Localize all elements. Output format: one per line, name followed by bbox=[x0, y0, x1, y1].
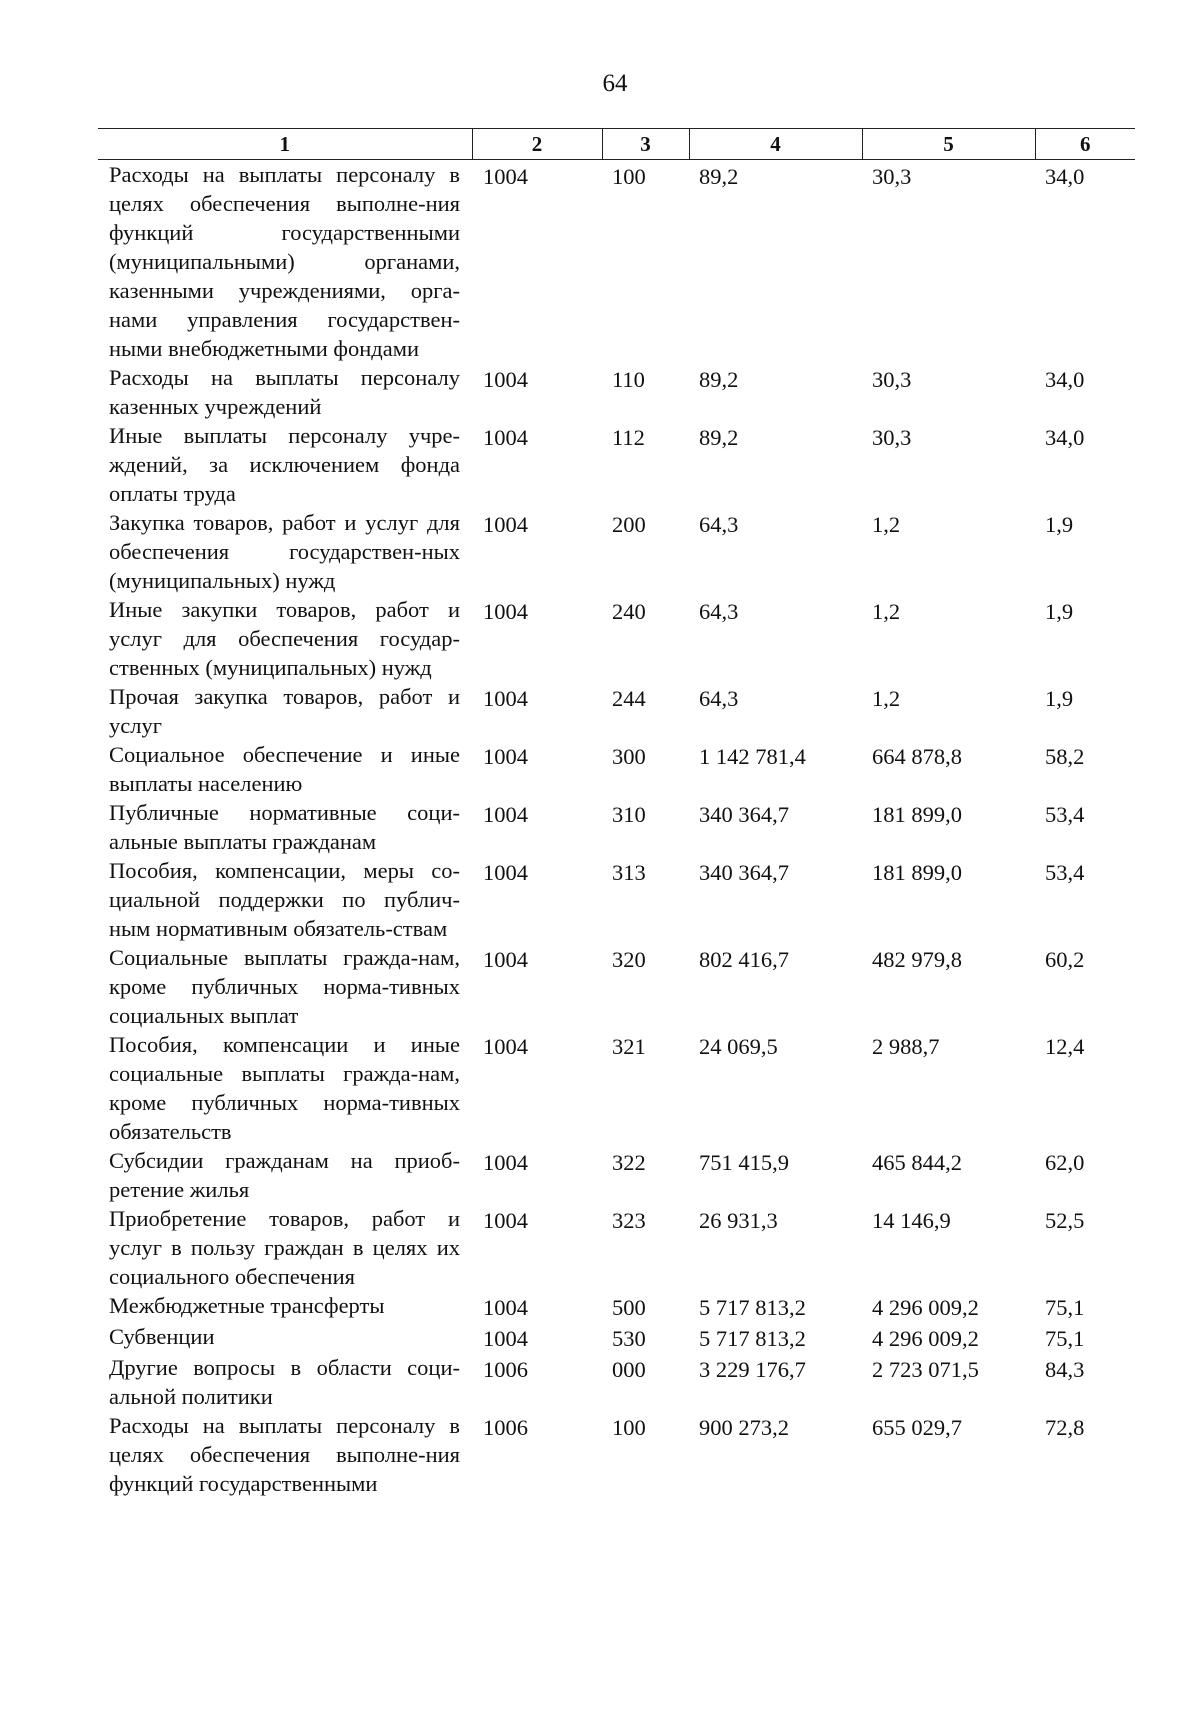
column-header-2: 2 bbox=[472, 129, 602, 160]
cell-col-4: 1 142 781,4 bbox=[699, 744, 806, 769]
cell-col-3: 100 bbox=[612, 164, 646, 189]
table-row bbox=[98, 421, 1135, 508]
cell-col-6: 1,9 bbox=[1045, 599, 1074, 624]
cell-col-6: 1,9 bbox=[1045, 686, 1074, 711]
cell-col-3: 200 bbox=[612, 512, 646, 537]
cell-col-4: 5 717 813,2 bbox=[699, 1326, 806, 1351]
cell-col-6: 72,8 bbox=[1045, 1415, 1085, 1440]
cell-col-5: 1,2 bbox=[872, 686, 901, 711]
cell-col-5: 482 979,8 bbox=[872, 947, 962, 972]
cell-col-2: 1006 bbox=[483, 1415, 528, 1440]
cell-col-5: 30,3 bbox=[872, 425, 912, 450]
cell-col-2: 1004 bbox=[483, 1208, 528, 1233]
cell-col-2: 1004 bbox=[483, 686, 528, 711]
cell-col-3: 310 bbox=[612, 802, 646, 827]
row-name-cell: Расходы на выплаты персоналу казенных учреждений bbox=[109, 365, 460, 419]
column-header-6: 6 bbox=[1035, 129, 1135, 160]
cell-col-4: 89,2 bbox=[699, 367, 739, 392]
row-name-cell: Приобретение товаров, работ и услуг в пользу граждан в целях их социального обеспечения bbox=[109, 1206, 460, 1289]
cell-col-3: 323 bbox=[612, 1208, 646, 1233]
cell-col-2: 1004 bbox=[483, 1295, 528, 1320]
row-name-cell: Расходы на выплаты персоналу в целях обеспечения выполне-ния функций государственными bbox=[109, 1413, 460, 1496]
cell-col-6: 1,9 bbox=[1045, 512, 1074, 537]
cell-col-5: 2 723 071,5 bbox=[872, 1357, 979, 1382]
cell-col-6: 12,4 bbox=[1045, 1034, 1085, 1059]
row-name-cell: Социальное обеспечение и иные выплаты населению bbox=[109, 742, 460, 796]
cell-col-5: 181 899,0 bbox=[872, 802, 962, 827]
row-name-cell: Другие вопросы в области соци-альной политики bbox=[109, 1355, 460, 1409]
cell-col-3: 500 bbox=[612, 1295, 646, 1320]
cell-col-3: 322 bbox=[612, 1150, 646, 1175]
table-body bbox=[98, 160, 1135, 1499]
cell-col-6: 84,3 bbox=[1045, 1357, 1085, 1382]
table-row bbox=[98, 1146, 1135, 1204]
budget-table bbox=[98, 128, 1135, 1498]
row-name-cell: Субвенции bbox=[109, 1324, 215, 1349]
cell-col-5: 30,3 bbox=[872, 367, 912, 392]
column-header-1: 1 bbox=[98, 129, 472, 160]
cell-col-5: 30,3 bbox=[872, 164, 912, 189]
cell-col-6: 34,0 bbox=[1045, 164, 1085, 189]
cell-col-2: 1004 bbox=[483, 599, 528, 624]
cell-col-2: 1004 bbox=[483, 164, 528, 189]
row-name-cell: Иные закупки товаров, работ и услуг для обеспечения государ-ственных (муниципальных) нужд bbox=[109, 597, 460, 680]
cell-col-5: 1,2 bbox=[872, 512, 901, 537]
column-header-3: 3 bbox=[602, 129, 689, 160]
cell-col-2: 1004 bbox=[483, 860, 528, 885]
cell-col-5: 181 899,0 bbox=[872, 860, 962, 885]
cell-col-5: 2 988,7 bbox=[872, 1034, 940, 1059]
cell-col-2: 1004 bbox=[483, 947, 528, 972]
cell-col-3: 530 bbox=[612, 1326, 646, 1351]
table-row bbox=[98, 508, 1135, 595]
column-header-5: 5 bbox=[862, 129, 1035, 160]
cell-col-4: 5 717 813,2 bbox=[699, 1295, 806, 1320]
cell-col-5: 1,2 bbox=[872, 599, 901, 624]
cell-col-4: 802 416,7 bbox=[699, 947, 789, 972]
cell-col-4: 89,2 bbox=[699, 425, 739, 450]
cell-col-3: 240 bbox=[612, 599, 646, 624]
table-row bbox=[98, 1204, 1135, 1291]
row-name-cell: Социальные выплаты гражда-нам, кроме публичных норма-тивных социальных выплат bbox=[109, 945, 460, 1028]
cell-col-3: 320 bbox=[612, 947, 646, 972]
cell-col-2: 1004 bbox=[483, 1150, 528, 1175]
cell-col-5: 14 146,9 bbox=[872, 1208, 951, 1233]
cell-col-6: 34,0 bbox=[1045, 367, 1085, 392]
table-row bbox=[98, 595, 1135, 682]
cell-col-4: 64,3 bbox=[699, 512, 739, 537]
cell-col-4: 3 229 176,7 bbox=[699, 1357, 806, 1382]
table-row bbox=[98, 1322, 1135, 1353]
row-name-cell: Иные выплаты персоналу учре-ждений, за исключением фонда оплаты труда bbox=[109, 423, 460, 506]
column-header-4: 4 bbox=[689, 129, 862, 160]
row-name-cell: Публичные нормативные соци-альные выплаты гражданам bbox=[109, 800, 460, 854]
cell-col-4: 64,3 bbox=[699, 599, 739, 624]
cell-col-2: 1004 bbox=[483, 425, 528, 450]
cell-col-6: 53,4 bbox=[1045, 860, 1085, 885]
cell-col-6: 60,2 bbox=[1045, 947, 1085, 972]
table-row bbox=[98, 943, 1135, 1030]
cell-col-5: 4 296 009,2 bbox=[872, 1295, 979, 1320]
cell-col-5: 465 844,2 bbox=[872, 1150, 962, 1175]
cell-col-6: 52,5 bbox=[1045, 1208, 1085, 1233]
cell-col-4: 89,2 bbox=[699, 164, 739, 189]
cell-col-6: 75,1 bbox=[1045, 1295, 1085, 1320]
table-row bbox=[98, 160, 1135, 364]
header-row bbox=[98, 129, 1135, 160]
cell-col-6: 62,0 bbox=[1045, 1150, 1085, 1175]
cell-col-6: 34,0 bbox=[1045, 425, 1085, 450]
cell-col-3: 321 bbox=[612, 1034, 646, 1059]
cell-col-4: 340 364,7 bbox=[699, 802, 789, 827]
row-name-cell: Прочая закупка товаров, работ и услуг bbox=[109, 684, 460, 738]
cell-col-4: 751 415,9 bbox=[699, 1150, 789, 1175]
cell-col-4: 340 364,7 bbox=[699, 860, 789, 885]
row-name-cell: Субсидии гражданам на приоб-ретение жилья bbox=[109, 1148, 460, 1202]
cell-col-5: 655 029,7 bbox=[872, 1415, 962, 1440]
page-number: 64 bbox=[602, 70, 628, 97]
row-name-cell: Расходы на выплаты персоналу в целях обеспечения выполне-ния функций государственными (муниципальными) органами, казенными учреждениями, орга-нами управления государствен-ными внебюджетными фондами bbox=[109, 162, 460, 361]
cell-col-5: 4 296 009,2 bbox=[872, 1326, 979, 1351]
cell-col-4: 900 273,2 bbox=[699, 1415, 789, 1440]
table-row bbox=[98, 1353, 1135, 1411]
cell-col-2: 1004 bbox=[483, 802, 528, 827]
cell-col-2: 1004 bbox=[483, 367, 528, 392]
cell-col-6: 53,4 bbox=[1045, 802, 1085, 827]
cell-col-4: 24 069,5 bbox=[699, 1034, 778, 1059]
table-row bbox=[98, 1030, 1135, 1146]
cell-col-2: 1004 bbox=[483, 1326, 528, 1351]
cell-col-2: 1004 bbox=[483, 512, 528, 537]
cell-col-4: 26 931,3 bbox=[699, 1208, 778, 1233]
cell-col-2: 1004 bbox=[483, 1034, 528, 1059]
cell-col-3: 112 bbox=[612, 425, 645, 450]
cell-col-3: 000 bbox=[612, 1357, 646, 1382]
table-row bbox=[98, 1291, 1135, 1322]
cell-col-6: 58,2 bbox=[1045, 744, 1085, 769]
table-row bbox=[98, 740, 1135, 798]
cell-col-4: 64,3 bbox=[699, 686, 739, 711]
table-row bbox=[98, 856, 1135, 943]
cell-col-3: 244 bbox=[612, 686, 646, 711]
cell-col-3: 110 bbox=[612, 367, 645, 392]
table-header bbox=[98, 129, 1135, 160]
cell-col-2: 1006 bbox=[483, 1357, 528, 1382]
row-name-cell: Закупка товаров, работ и услуг для обеспечения государствен-ных (муниципальных) нужд bbox=[109, 510, 460, 593]
table-row bbox=[98, 1411, 1135, 1498]
cell-col-3: 313 bbox=[612, 860, 646, 885]
table-row bbox=[98, 682, 1135, 740]
table-row bbox=[98, 363, 1135, 421]
cell-col-3: 100 bbox=[612, 1415, 646, 1440]
cell-col-3: 300 bbox=[612, 744, 646, 769]
row-name-cell: Пособия, компенсации и иные социальные выплаты гражда-нам, кроме публичных норма-тивных обязательств bbox=[109, 1032, 460, 1144]
cell-col-6: 75,1 bbox=[1045, 1326, 1085, 1351]
cell-col-2: 1004 bbox=[483, 744, 528, 769]
table-row bbox=[98, 798, 1135, 856]
row-name-cell: Межбюджетные трансферты bbox=[109, 1293, 385, 1318]
cell-col-5: 664 878,8 bbox=[872, 744, 962, 769]
row-name-cell: Пособия, компенсации, меры со-циальной поддержки по публич-ным нормативным обязатель-ствам bbox=[109, 858, 460, 941]
